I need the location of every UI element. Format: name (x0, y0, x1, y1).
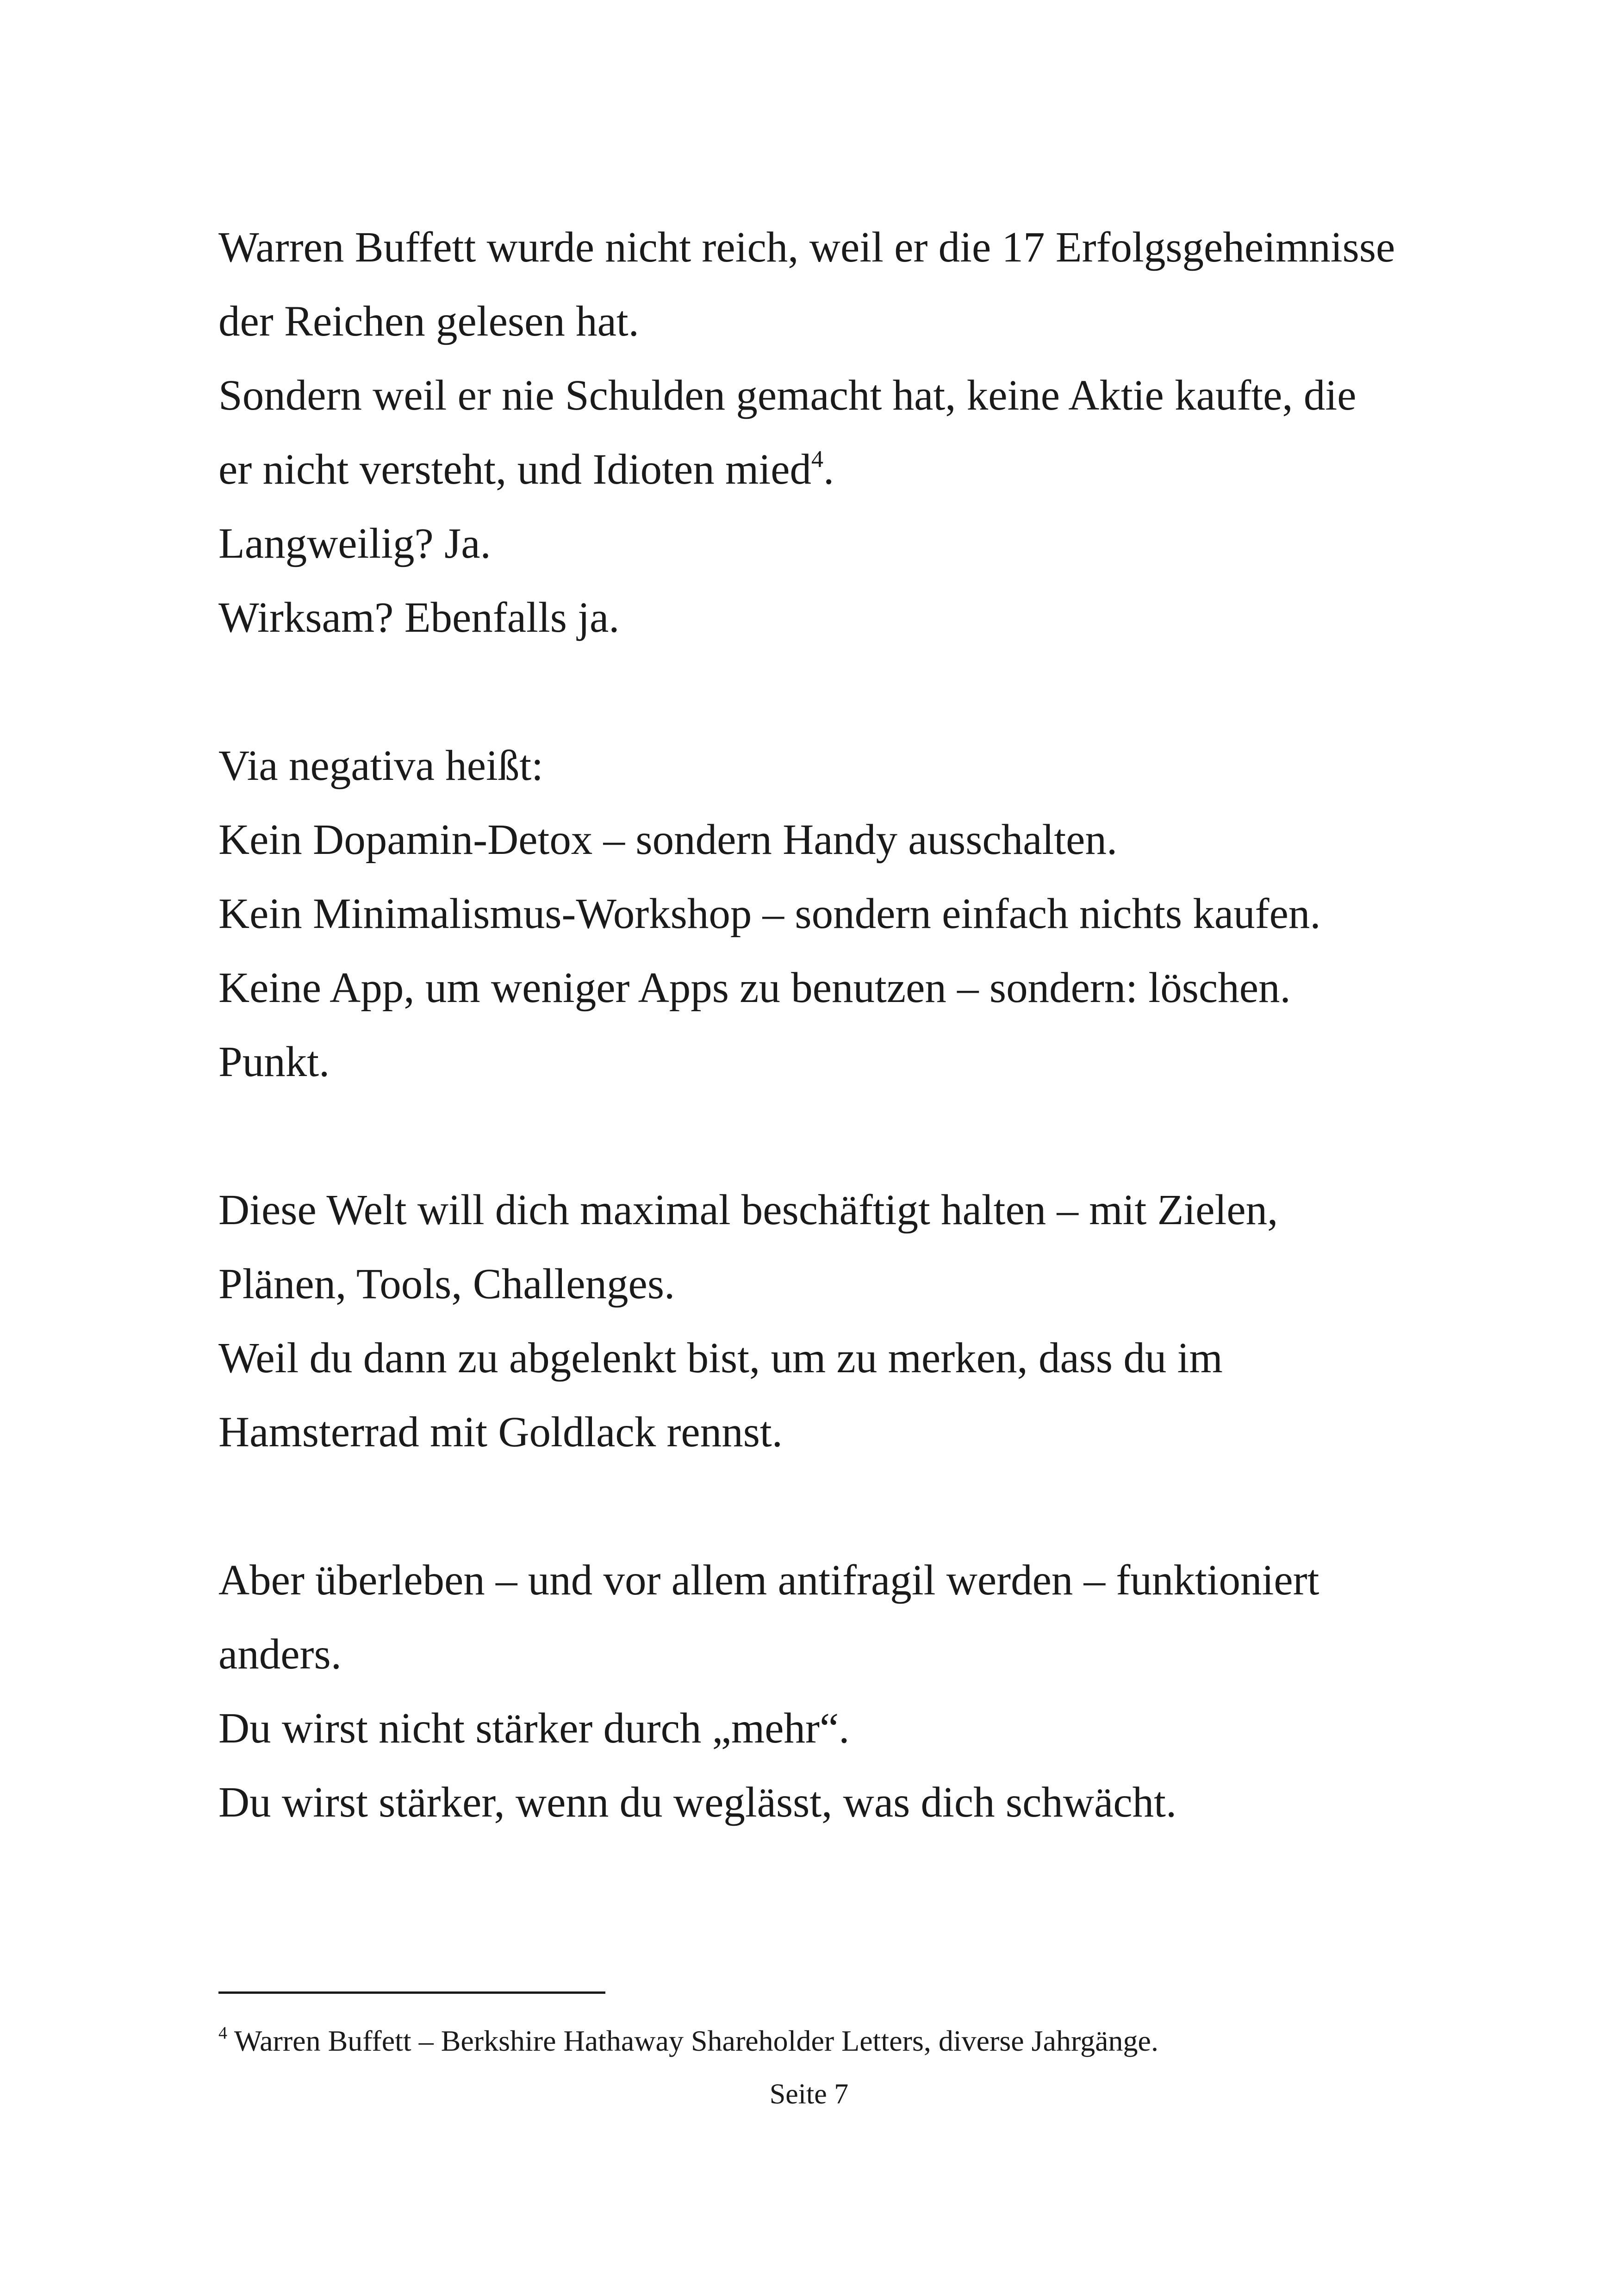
footnote-text: Warren Buffett – Berkshire Hathaway Shareholder Letters, diverse Jahrgänge. (227, 2024, 1158, 2057)
text-line: Hamsterrad mit Goldlack rennst. (218, 1408, 783, 1456)
footnote-marker: 4 (218, 2023, 227, 2043)
body-text (218, 211, 1440, 1840)
text-line: Aber überleben – und vor allem antifragil werden – funktioniert (218, 1556, 1319, 1604)
text-line: Via negativa heißt: (218, 742, 543, 790)
text-line: Warren Buffett wurde nicht reich, weil er die 17 Erfolgsgeheimnisse (218, 224, 1395, 271)
text-line: Langweilig? Ja. (218, 520, 491, 567)
text-line: Du wirst nicht stärker durch „mehr“. (218, 1705, 850, 1752)
paragraph-world (218, 1173, 1440, 1469)
text-line: der Reichen gelesen hat. (218, 298, 639, 345)
text-line: Weil du dann zu abgelenkt bist, um zu merken, dass du im (218, 1334, 1223, 1382)
text-line: Du wirst stärker, wenn du weglässt, was dich schwächt. (218, 1779, 1177, 1826)
text-line: Kein Dopamin-Detox – sondern Handy ausschalten. (218, 816, 1118, 864)
text-line: Diese Welt will dich maximal beschäftigt halten – mit Zielen, (218, 1186, 1278, 1234)
paragraph-antifragile (218, 1543, 1440, 1840)
footnote-reference[interactable]: 4 (811, 446, 823, 473)
text-line: Wirksam? Ebenfalls ja. (218, 594, 620, 641)
page-number: Seite 7 (769, 2078, 849, 2110)
text-line: er nicht versteht, und Idioten mied (218, 446, 811, 493)
text-line: Keine App, um weniger Apps zu benutzen – sondern: löschen. (218, 964, 1291, 1012)
text-line: anders. (218, 1630, 342, 1678)
text-line: Plänen, Tools, Challenges. (218, 1260, 675, 1308)
footnote-separator (218, 1991, 605, 1994)
text-line: Kein Minimalismus-Workshop – sondern einfach nichts kaufen. (218, 890, 1321, 938)
footnote (218, 2016, 1440, 2066)
paragraph-buffett (218, 211, 1440, 655)
text-line: Sondern weil er nie Schulden gemacht hat, keine Aktie kaufte, die (218, 372, 1357, 419)
text-line: Punkt. (218, 1038, 330, 1086)
paragraph-via-negativa (218, 729, 1440, 1099)
text-punctuation: . (823, 446, 834, 493)
text-line-with-footnote (218, 433, 1440, 507)
